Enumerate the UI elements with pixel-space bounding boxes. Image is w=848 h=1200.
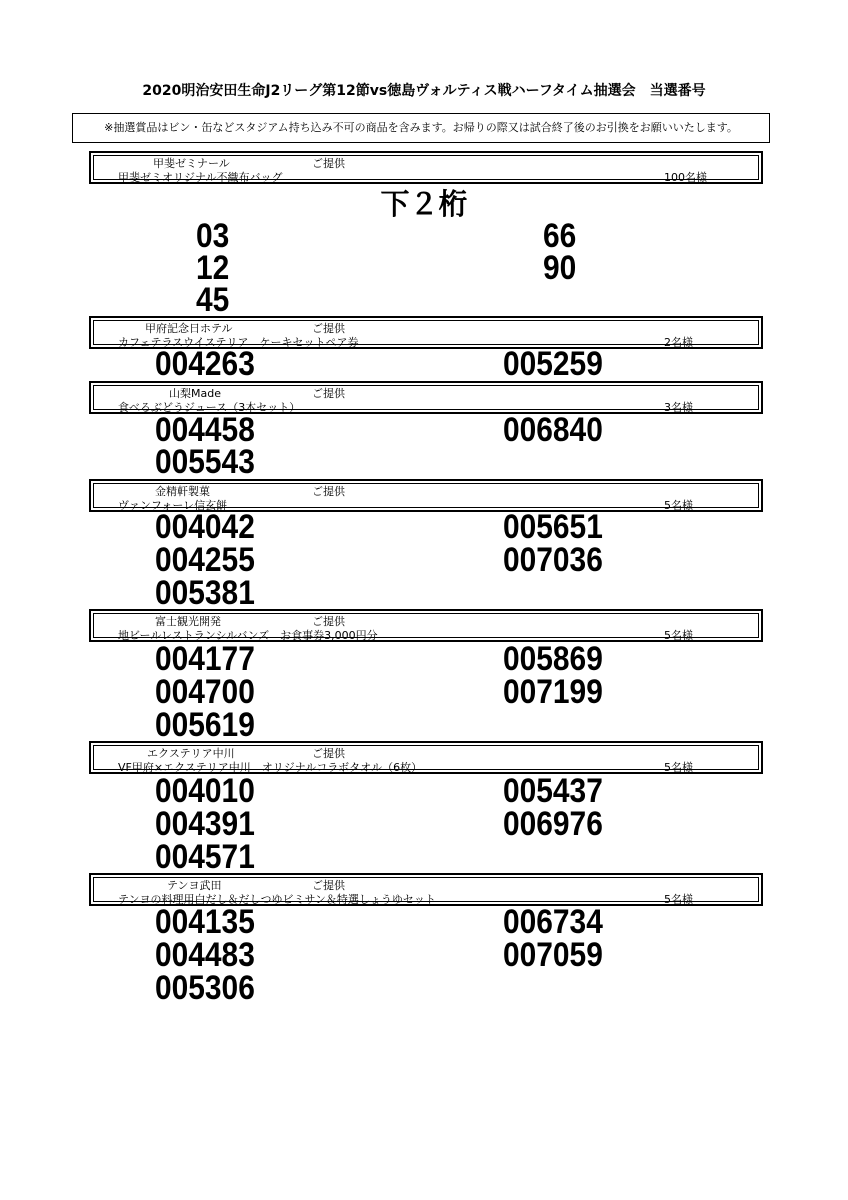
- sponsor-name: 金精軒製菓: [155, 485, 210, 498]
- winning-number: 004255: [155, 541, 255, 579]
- winning-number: 004458: [155, 411, 255, 449]
- winning-number: 006840: [503, 411, 603, 449]
- winner-count: 5名様: [664, 629, 693, 642]
- prize-header-yamanashi-made: [89, 381, 763, 414]
- prize-header-fuji-kanko: [89, 609, 763, 642]
- provided-label: ご提供: [312, 485, 345, 498]
- winner-count: 5名様: [664, 893, 693, 906]
- provided-label: ご提供: [312, 879, 345, 892]
- sponsor-name: エクステリア中川: [147, 747, 235, 760]
- winning-number: 006976: [503, 805, 603, 843]
- provided-label: ご提供: [312, 747, 345, 760]
- winning-number: 005259: [503, 345, 603, 383]
- prize-item: 甲斐ゼミオリジナル不織布バッグ: [118, 171, 283, 184]
- winning-number: 66: [543, 217, 577, 255]
- provided-label: ご提供: [312, 322, 345, 335]
- winning-number: 004010: [155, 772, 255, 810]
- winning-number: 90: [543, 249, 577, 287]
- winning-number: 004700: [155, 673, 255, 711]
- winning-number: 007059: [503, 936, 603, 974]
- provided-label: ご提供: [312, 387, 345, 400]
- winning-number: 004483: [155, 936, 255, 974]
- prize-header-tenyo-takeda: [89, 873, 763, 906]
- winning-number: 005619: [155, 706, 255, 744]
- sponsor-name: 山梨Made: [169, 387, 221, 400]
- winning-number: 004177: [155, 640, 255, 678]
- prize-item: VF甲府×エクステリア中川 オリジナルコラボタオル（6枚）: [118, 761, 423, 774]
- winner-count: 3名様: [664, 401, 693, 414]
- winning-number: 005651: [503, 508, 603, 546]
- page-title: 2020明治安田生命J2リーグ第12節vs徳島ヴォルティス戦ハーフタイム抽選会 当選番号: [142, 83, 706, 99]
- prize-header-exterior-nakagawa: [89, 741, 763, 774]
- winner-count: 5名様: [664, 761, 693, 774]
- winning-number: 005381: [155, 574, 255, 612]
- winning-number: 12: [196, 249, 230, 287]
- winner-count: 5名様: [664, 499, 693, 512]
- provided-label: ご提供: [312, 157, 345, 170]
- winning-number: 004135: [155, 903, 255, 941]
- winning-number: 005543: [155, 443, 255, 481]
- winning-number: 004263: [155, 345, 255, 383]
- winning-number: 004571: [155, 838, 255, 876]
- sponsor-name: 富士観光開発: [155, 615, 221, 628]
- prize-item: カフェテラスウイステリア ケーキセットペア券: [118, 336, 359, 349]
- sponsor-name: 甲府記念日ホテル: [145, 322, 233, 335]
- winner-count: 2名様: [664, 336, 693, 349]
- sponsor-name: テンヨ武田: [167, 879, 222, 892]
- winning-number: 006734: [503, 903, 603, 941]
- winning-number: 005437: [503, 772, 603, 810]
- last-two-digits-heading: 下２桁: [380, 187, 468, 221]
- winning-number: 004391: [155, 805, 255, 843]
- winning-number: 005869: [503, 640, 603, 678]
- winning-number: 007199: [503, 673, 603, 711]
- prize-item: テンヨの料理用白だし＆だしつゆビミサン＆特選しょうゆセット: [118, 893, 436, 906]
- notice-box: ※抽選賞品はビン・缶などスタジアム持ち込み不可の商品を含みます。お帰りの際又は試合終了後のお引換をお願いいたします。: [72, 113, 770, 143]
- prize-item: 食べるぶどうジュース（3本セット）: [118, 401, 301, 414]
- winning-number: 03: [196, 217, 230, 255]
- winning-number: 004042: [155, 508, 255, 546]
- provided-label: ご提供: [312, 615, 345, 628]
- prize-item: ヴァンフォーレ信玄餅: [118, 499, 228, 512]
- prize-header-kai-seminar: [89, 151, 763, 184]
- prize-item: 地ビールレストランシルバンズ お食事券3,000円分: [118, 629, 378, 642]
- sponsor-name: 甲斐ゼミナール: [153, 157, 230, 170]
- winning-number: 45: [196, 281, 230, 319]
- winning-number: 005306: [155, 969, 255, 1007]
- winning-number: 007036: [503, 541, 603, 579]
- winner-count: 100名様: [664, 171, 707, 184]
